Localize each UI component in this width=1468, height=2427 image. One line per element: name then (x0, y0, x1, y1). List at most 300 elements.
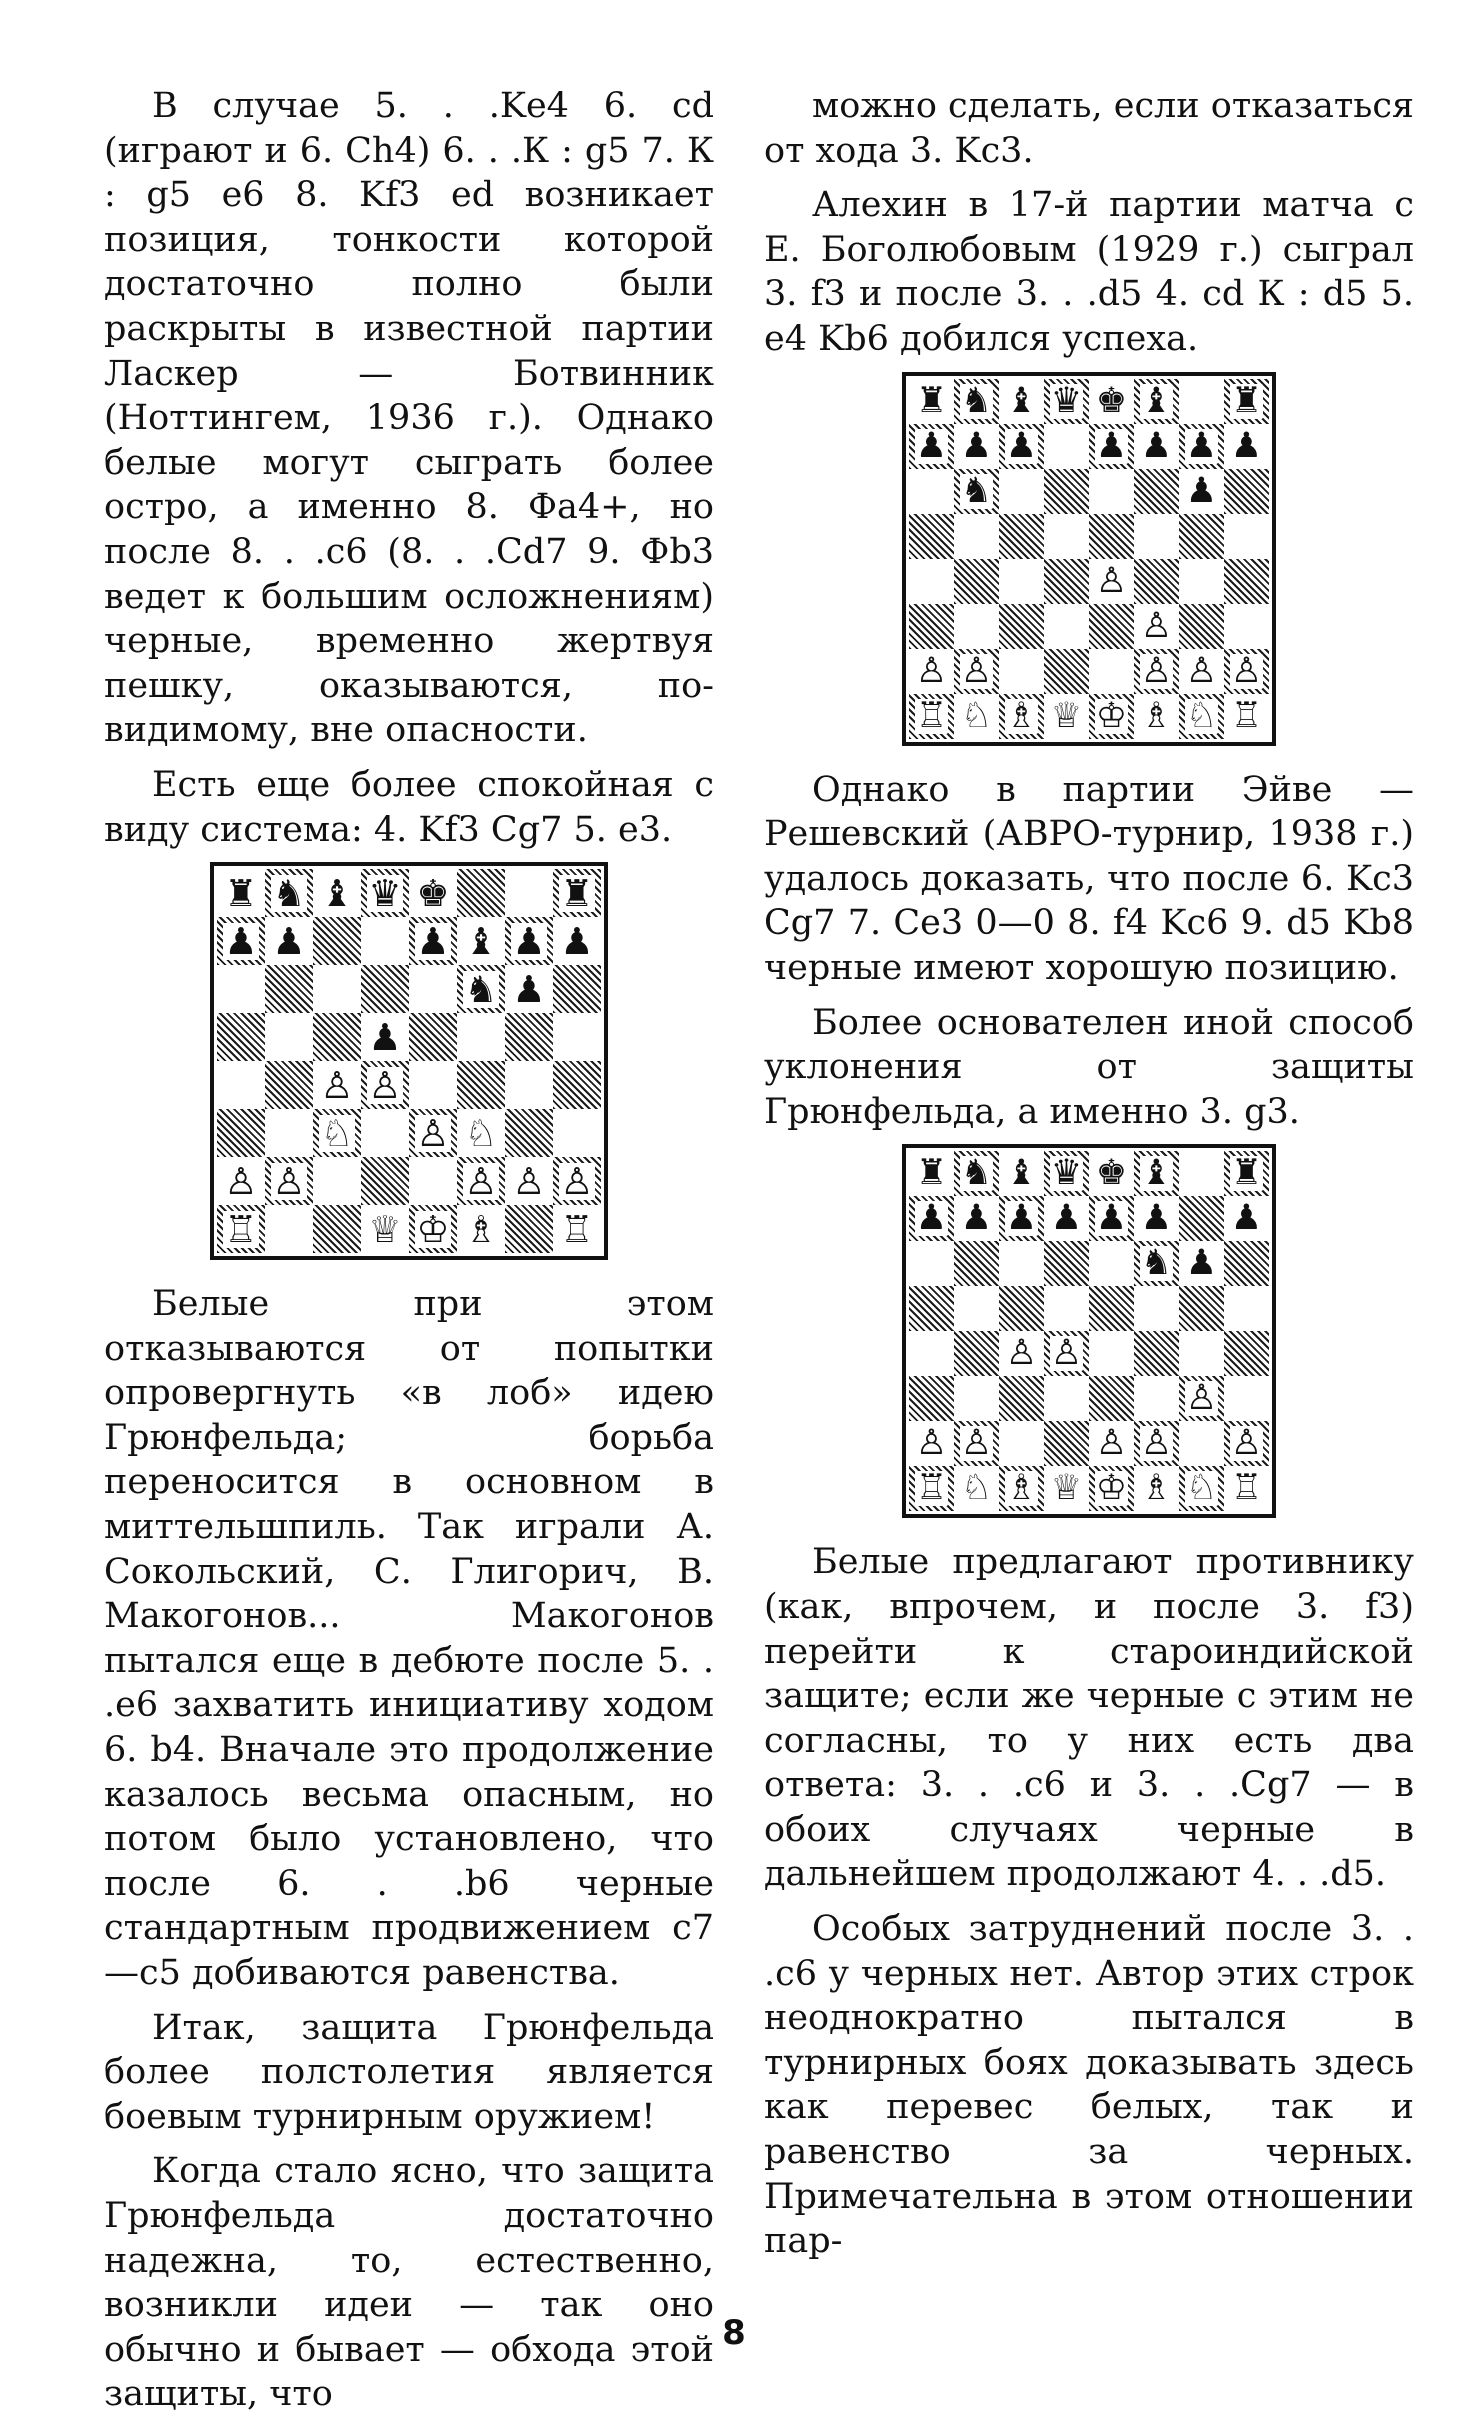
board-square (409, 965, 457, 1013)
board-square (1224, 559, 1269, 604)
board-square (505, 1109, 553, 1157)
paragraph: Итак, защита Грюнфельда более полстолетия является боевым турнирным оружием! (104, 2007, 714, 2137)
board-square (1134, 649, 1179, 694)
board-square (457, 1205, 505, 1253)
board-square (999, 1376, 1044, 1421)
white-king-icon: ♔ (1095, 1468, 1128, 1509)
left-column (104, 84, 714, 2427)
board-square (999, 469, 1044, 514)
black-bishop-icon: ♝ (464, 919, 498, 963)
board-square (409, 1109, 457, 1157)
white-bishop-icon: ♗ (1005, 1468, 1038, 1509)
board-square (505, 869, 553, 917)
white-pawn-icon: ♙ (1095, 1423, 1128, 1464)
board-square (1089, 1196, 1134, 1241)
board-square (954, 1151, 999, 1196)
board-square (265, 869, 313, 917)
white-pawn-icon: ♙ (224, 1159, 258, 1203)
paragraph: Есть еще более спокойная с виду система: 4. Kf3 Cg7 5. e3. (104, 764, 714, 850)
board-square (954, 559, 999, 604)
board-square (457, 1157, 505, 1205)
board-square (1179, 559, 1224, 604)
board-square (999, 1421, 1044, 1466)
board-square (1179, 379, 1224, 424)
board-square (1134, 424, 1179, 469)
board-square (1224, 604, 1269, 649)
board-square (1134, 1421, 1179, 1466)
black-pawn-icon: ♟ (960, 425, 993, 466)
chess-diagram-3 (902, 1144, 1276, 1518)
white-pawn-icon: ♙ (1005, 1333, 1038, 1374)
board-square (1044, 379, 1089, 424)
right-column (764, 84, 1414, 2274)
board-square (361, 1205, 409, 1253)
board-square (1044, 604, 1089, 649)
board-square (1044, 1151, 1089, 1196)
board-square (909, 694, 954, 739)
black-pawn-icon: ♟ (1230, 1198, 1263, 1239)
board-square (1089, 1376, 1134, 1421)
white-king-icon: ♔ (416, 1207, 450, 1251)
board-square (999, 1241, 1044, 1286)
white-bishop-icon: ♗ (1005, 695, 1038, 736)
board-square (1179, 1286, 1224, 1331)
board-square (999, 694, 1044, 739)
white-knight-icon: ♘ (464, 1111, 498, 1155)
black-bishop-icon: ♝ (1005, 1153, 1038, 1194)
board-square (1089, 469, 1134, 514)
white-queen-icon: ♕ (1050, 1468, 1083, 1509)
board-square (999, 559, 1044, 604)
black-pawn-icon: ♟ (1140, 1198, 1173, 1239)
board-square (1224, 1196, 1269, 1241)
board-square (1044, 1466, 1089, 1511)
white-rook-icon: ♖ (1230, 1468, 1263, 1509)
board-square (1134, 1196, 1179, 1241)
board-square (553, 1157, 601, 1205)
board-square (361, 917, 409, 965)
board-square (954, 1421, 999, 1466)
board-square (1134, 1241, 1179, 1286)
board-square (553, 1013, 601, 1061)
white-king-icon: ♔ (1095, 695, 1128, 736)
white-pawn-icon: ♙ (1095, 560, 1128, 601)
black-rook-icon: ♜ (224, 871, 258, 915)
board-square (999, 649, 1044, 694)
white-knight-icon: ♘ (960, 1468, 993, 1509)
board-square (954, 1466, 999, 1511)
black-rook-icon: ♜ (915, 1153, 948, 1194)
white-knight-icon: ♘ (960, 695, 993, 736)
board-square (553, 1109, 601, 1157)
board-square (1044, 1376, 1089, 1421)
board-square (1134, 1376, 1179, 1421)
board-square (909, 469, 954, 514)
board-square (265, 1061, 313, 1109)
board-square (999, 1331, 1044, 1376)
white-pawn-icon: ♙ (416, 1111, 450, 1155)
white-pawn-icon: ♙ (915, 1423, 948, 1464)
board-square (1224, 1151, 1269, 1196)
board-square (265, 1109, 313, 1157)
board-square (909, 1466, 954, 1511)
board-square (999, 424, 1044, 469)
board-square (954, 514, 999, 559)
board-square (1134, 514, 1179, 559)
board-square (909, 1241, 954, 1286)
board-square (1134, 559, 1179, 604)
board-square (553, 965, 601, 1013)
board-square (1089, 694, 1134, 739)
paragraph: Белые при этом отказываются от попытки опровергнуть «в лоб» идею Грюнфельда; борьба переносится в основном в миттельшпиль. Так играли А. Сокольский, С. Глигорич, В. Макогонов... Макогонов пытался еще в дебюте после 5. . .e6 захватить инициативу ходом 6. b4. Вначале это продолжение казалось весьма опасным, но потом было установлено, что после 6. . .b6 черные стандартным продвижением с7—с5 добиваются равенства. (104, 1284, 714, 1993)
board-square (909, 1286, 954, 1331)
black-rook-icon: ♜ (1230, 380, 1263, 421)
board-square (1044, 424, 1089, 469)
board-square (313, 917, 361, 965)
board-square (1224, 469, 1269, 514)
board-square (361, 965, 409, 1013)
board-square (361, 1061, 409, 1109)
white-bishop-icon: ♗ (1140, 695, 1173, 736)
board-square (409, 1013, 457, 1061)
board-square (1224, 514, 1269, 559)
board-square (999, 514, 1044, 559)
board-square (999, 1151, 1044, 1196)
board-square (909, 559, 954, 604)
board-square (217, 965, 265, 1013)
board-square (1089, 514, 1134, 559)
black-knight-icon: ♞ (960, 470, 993, 511)
board-square (265, 1205, 313, 1253)
board-square (409, 869, 457, 917)
board-square (1089, 1151, 1134, 1196)
black-pawn-icon: ♟ (512, 967, 546, 1011)
board-square (954, 424, 999, 469)
board-square (313, 869, 361, 917)
paragraph: можно сделать, если отказаться от хода 3. Kc3. (764, 86, 1414, 171)
white-rook-icon: ♖ (224, 1207, 258, 1251)
board-square (313, 1157, 361, 1205)
board-square (1224, 379, 1269, 424)
board-square (1044, 559, 1089, 604)
board-square (1044, 1286, 1089, 1331)
white-pawn-icon: ♙ (560, 1159, 594, 1203)
white-pawn-icon: ♙ (1140, 1423, 1173, 1464)
board-square (553, 917, 601, 965)
paragraph: Когда стало ясно, что защита Грюнфельда достаточно надежна, то, естественно, возникли идеи — так оно обычно и бывает — обхода этой защиты, что (104, 2151, 714, 2415)
board-square (265, 1157, 313, 1205)
board-square (1179, 1241, 1224, 1286)
black-pawn-icon: ♟ (1230, 425, 1263, 466)
black-pawn-icon: ♟ (915, 425, 948, 466)
board-square (1134, 379, 1179, 424)
black-king-icon: ♚ (416, 871, 450, 915)
board-square (999, 1196, 1044, 1241)
board-square (361, 869, 409, 917)
board-square (909, 1196, 954, 1241)
board-square (954, 604, 999, 649)
board-square (1179, 1421, 1224, 1466)
board-square (1179, 604, 1224, 649)
board-square (1044, 1241, 1089, 1286)
black-knight-icon: ♞ (1140, 1243, 1173, 1284)
white-pawn-icon: ♙ (1230, 1423, 1263, 1464)
black-pawn-icon: ♟ (1095, 425, 1128, 466)
paragraph: Особых затруднений после 3. . .с6 у черных нет. Автор этих строк неоднократно пытался в турнирных боях доказывать здесь как перевес белых, так и равенство за черных. Примечательна в этом отношении пар- (764, 1909, 1414, 2262)
white-pawn-icon: ♙ (960, 1423, 993, 1464)
board-square (505, 1061, 553, 1109)
paragraph: Однако в партии Эйве — Решевский (АВРО-турнир, 1938 г.) удалось доказать, что после 6. Kc3 Cg7 7. Се3 0—0 8. f4 Kc6 9. d5 Kb8 черные имеют хорошую позицию. (764, 769, 1414, 988)
board-square (999, 1286, 1044, 1331)
board-square (1179, 514, 1224, 559)
black-king-icon: ♚ (1095, 380, 1128, 421)
white-pawn-icon: ♙ (1140, 605, 1173, 646)
board-square (909, 649, 954, 694)
board-square (1224, 1286, 1269, 1331)
black-pawn-icon: ♟ (1005, 425, 1038, 466)
board-square (909, 1151, 954, 1196)
black-king-icon: ♚ (1095, 1153, 1128, 1194)
black-pawn-icon: ♟ (224, 919, 258, 963)
black-rook-icon: ♜ (560, 871, 594, 915)
board-square (954, 1286, 999, 1331)
board-square (909, 1331, 954, 1376)
black-pawn-icon: ♟ (960, 1198, 993, 1239)
black-knight-icon: ♞ (960, 1153, 993, 1194)
board-square (1044, 649, 1089, 694)
board-square (1224, 1376, 1269, 1421)
paragraph: Белые предлагают противнику (как, впрочем, и после 3. f3) перейти к староиндийской защите; если же черные с этим не согласны, то у них есть два ответа: 3. . .с6 и 3. . .Cg7 — в обоих случаях черные в дальнейшем продолжают 4. . .d5. (764, 1542, 1414, 1895)
black-pawn-icon: ♟ (1185, 1243, 1218, 1284)
board-square (909, 379, 954, 424)
board-square (217, 917, 265, 965)
board-square (505, 917, 553, 965)
board-square (457, 965, 505, 1013)
board-square (505, 1013, 553, 1061)
board-square (553, 1205, 601, 1253)
white-pawn-icon: ♙ (1140, 650, 1173, 691)
board-square (1044, 694, 1089, 739)
white-queen-icon: ♕ (1050, 695, 1083, 736)
black-pawn-icon: ♟ (1050, 1198, 1083, 1239)
board-square (265, 1013, 313, 1061)
board-square (505, 1157, 553, 1205)
white-pawn-icon: ♙ (512, 1159, 546, 1203)
board-square (1134, 1466, 1179, 1511)
white-rook-icon: ♖ (915, 695, 948, 736)
board-square (553, 869, 601, 917)
board-square (909, 604, 954, 649)
white-pawn-icon: ♙ (1185, 1378, 1218, 1419)
black-pawn-icon: ♟ (416, 919, 450, 963)
board-square (1224, 1331, 1269, 1376)
board-square (1089, 1331, 1134, 1376)
board-square (217, 1013, 265, 1061)
board-square (313, 1109, 361, 1157)
board-square (1224, 1421, 1269, 1466)
board-square (409, 917, 457, 965)
board-square (313, 965, 361, 1013)
board-square (954, 649, 999, 694)
board-square (409, 1205, 457, 1253)
white-pawn-icon: ♙ (368, 1063, 402, 1107)
board-square (217, 869, 265, 917)
board-square (954, 379, 999, 424)
paragraph: Более основателен иной способ уклонения от защиты Грюнфельда, а именно 3. g3. (764, 1002, 1414, 1132)
board-square (1089, 424, 1134, 469)
board-square (361, 1109, 409, 1157)
paragraph: В случае 5. . .Kе4 6. cd (играют и 6. Сh4) 6. . .К : g5 7. К : g5 e6 8. Kf3 ed возникает позиция, тонкости которой достаточно полно были раскрыты в известной партии Ласкер — Ботвинник (Ноттингем, 1936 г.). Однако белые могут сыграть более остро, а именно 8. Фа4+, но после 8. . .с6 (8. . .Cd7 9. Фb3 ведет к большим осложнениям) черные, временно жертвуя пешку, оказываются, по-видимому, вне опасности. (104, 86, 714, 751)
board-square (265, 917, 313, 965)
board-square (1179, 694, 1224, 739)
board-square (1224, 694, 1269, 739)
board-square (999, 379, 1044, 424)
board-square (457, 1109, 505, 1157)
board-square (1089, 1466, 1134, 1511)
board-square (457, 1061, 505, 1109)
board-square (217, 1205, 265, 1253)
paragraph: Алехин в 17-й партии матча с Е. Боголюбовым (1929 г.) сыграл 3. f3 и после 3. . .d5 4. cd К : d5 5. е4 Kb6 добился успеха. (764, 185, 1414, 359)
board-square (361, 1157, 409, 1205)
board-square (313, 1013, 361, 1061)
board-square (954, 1196, 999, 1241)
black-bishop-icon: ♝ (1140, 380, 1173, 421)
board-square (313, 1061, 361, 1109)
board-square (409, 1061, 457, 1109)
board-square (1089, 559, 1134, 604)
board-square (1179, 1466, 1224, 1511)
board-square (1224, 649, 1269, 694)
board-square (1089, 1286, 1134, 1331)
board-square (1179, 1331, 1224, 1376)
board-square (1179, 424, 1224, 469)
board-square (1134, 1331, 1179, 1376)
board-square (1134, 604, 1179, 649)
black-pawn-icon: ♟ (560, 919, 594, 963)
board-square (954, 469, 999, 514)
black-bishop-icon: ♝ (1005, 380, 1038, 421)
black-rook-icon: ♜ (1230, 1153, 1263, 1194)
board-square (457, 917, 505, 965)
black-queen-icon: ♛ (1050, 1153, 1083, 1194)
white-knight-icon: ♘ (1185, 1468, 1218, 1509)
board-square (1179, 469, 1224, 514)
board-square (909, 424, 954, 469)
black-knight-icon: ♞ (464, 967, 498, 1011)
board-square (954, 1331, 999, 1376)
board-square (409, 1157, 457, 1205)
white-pawn-icon: ♙ (915, 650, 948, 691)
black-pawn-icon: ♟ (512, 919, 546, 963)
white-pawn-icon: ♙ (1050, 1333, 1083, 1374)
white-rook-icon: ♖ (560, 1207, 594, 1251)
black-queen-icon: ♛ (368, 871, 402, 915)
chess-diagram-2 (902, 372, 1276, 746)
board-square (1134, 1286, 1179, 1331)
white-pawn-icon: ♙ (1230, 650, 1263, 691)
board-square (954, 694, 999, 739)
white-knight-icon: ♘ (320, 1111, 354, 1155)
black-pawn-icon: ♟ (368, 1015, 402, 1059)
board-square (1134, 1151, 1179, 1196)
board-square (1179, 649, 1224, 694)
white-pawn-icon: ♙ (272, 1159, 306, 1203)
black-pawn-icon: ♟ (1095, 1198, 1128, 1239)
board-square (1089, 604, 1134, 649)
white-knight-icon: ♘ (1185, 695, 1218, 736)
black-pawn-icon: ♟ (1185, 425, 1218, 466)
white-pawn-icon: ♙ (1185, 650, 1218, 691)
board-square (1224, 1241, 1269, 1286)
board-square (217, 1109, 265, 1157)
board-square (999, 604, 1044, 649)
white-queen-icon: ♕ (368, 1207, 402, 1251)
white-bishop-icon: ♗ (1140, 1468, 1173, 1509)
board-square (1044, 469, 1089, 514)
board-square (1044, 514, 1089, 559)
board-square (217, 1157, 265, 1205)
board-square (1089, 649, 1134, 694)
board-square (505, 965, 553, 1013)
black-bishop-icon: ♝ (1140, 1153, 1173, 1194)
page-number: 8 (722, 2313, 746, 2353)
white-rook-icon: ♖ (915, 1468, 948, 1509)
black-pawn-icon: ♟ (272, 919, 306, 963)
black-pawn-icon: ♟ (915, 1198, 948, 1239)
board-square (553, 1061, 601, 1109)
board-square (954, 1241, 999, 1286)
white-pawn-icon: ♙ (320, 1063, 354, 1107)
board-square (1224, 1466, 1269, 1511)
board-square (505, 1205, 553, 1253)
board-square (457, 869, 505, 917)
board-square (313, 1205, 361, 1253)
black-knight-icon: ♞ (272, 871, 306, 915)
black-pawn-icon: ♟ (1005, 1198, 1038, 1239)
board-square (265, 965, 313, 1013)
board-square (1044, 1421, 1089, 1466)
black-bishop-icon: ♝ (320, 871, 354, 915)
board-square (954, 1376, 999, 1421)
board-square (1089, 1241, 1134, 1286)
white-pawn-icon: ♙ (464, 1159, 498, 1203)
board-square (1044, 1196, 1089, 1241)
black-knight-icon: ♞ (960, 380, 993, 421)
board-square (999, 1466, 1044, 1511)
white-rook-icon: ♖ (1230, 695, 1263, 736)
board-square (1134, 694, 1179, 739)
board-square (1044, 1331, 1089, 1376)
black-queen-icon: ♛ (1050, 380, 1083, 421)
board-square (361, 1013, 409, 1061)
black-pawn-icon: ♟ (1185, 470, 1218, 511)
black-pawn-icon: ♟ (1140, 425, 1173, 466)
white-pawn-icon: ♙ (960, 650, 993, 691)
board-square (909, 1376, 954, 1421)
board-square (909, 1421, 954, 1466)
black-rook-icon: ♜ (915, 380, 948, 421)
board-square (1179, 1196, 1224, 1241)
board-square (1089, 379, 1134, 424)
board-square (1224, 424, 1269, 469)
white-bishop-icon: ♗ (464, 1207, 498, 1251)
board-square (909, 514, 954, 559)
board-square (217, 1061, 265, 1109)
chess-diagram-1 (210, 862, 608, 1260)
board-square (1089, 1421, 1134, 1466)
board-square (1179, 1151, 1224, 1196)
board-square (457, 1013, 505, 1061)
